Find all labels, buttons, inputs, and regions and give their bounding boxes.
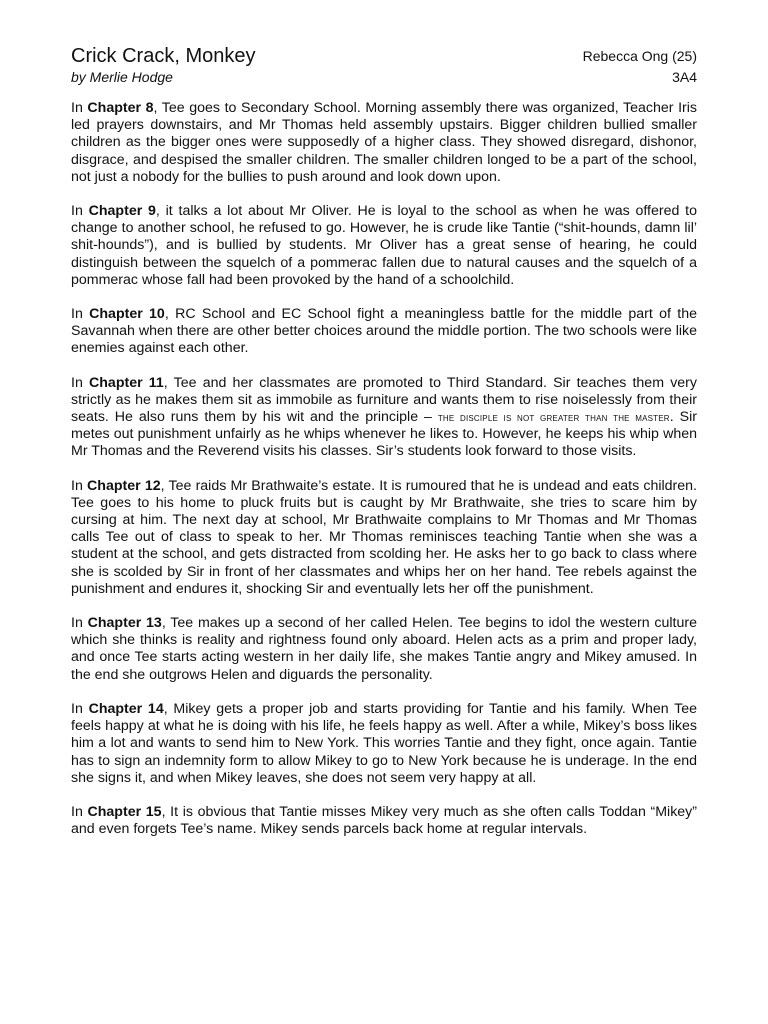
paragraph-chapter-11: In Chapter 11, Tee and her classmates are promoted to Third Standard. Sir teaches them very strictly as he makes them sit as immobile as furniture and wants them to rise noiselessly from their seats. He also runs them by his wit and the principle – the disciple is not greater than the master. Sir metes out punishment unfairly as he whips whenever he likes to. However, he keeps his whip when Mr Thomas and the Reverend visits his classes. Sir’s students look forward to those visits. — [71, 374, 697, 460]
paragraph-chapter-12: In Chapter 12, Tee raids Mr Brathwaite’s estate. It is rumoured that he is undead and eats children. Tee goes to his home to pluck fruits but is caught by Mr Brathwaite, she tries to scare him by cursing at him. The next day at school, Mr Brathwaite complains to Mr Thomas and Mr Thomas calls Tee out of class to speak to her. Mr Thomas reminisces teaching Tantie when she was a student at the school, and gets distracted from scolding her. He asks her to go back to class where she is scolded by Sir in front of her classmates and whips her on her hand. Tee rebels against the punishment and endures it, shocking Sir and eventually lets her off the punishment. — [71, 477, 697, 597]
paragraph-chapter-8: In Chapter 8, Tee goes to Secondary School. Morning assembly there was organized, Teacher Iris led prayers downstairs, and Mr Thomas held assembly upstairs. Bigger children bullied smaller children as the bigger ones were supposedly of a higher class. They showed disregard, dishonor, disgrace, and despised the smaller children. The smaller children longed to be a part of the school, not just a nobody for the bullies to push around and look down upon. — [71, 100, 698, 185]
student-class: 3A4 — [672, 69, 697, 85]
author-byline: by Merlie Hodge — [71, 69, 173, 85]
chapter-heading: Chapter 11 — [89, 374, 164, 391]
document-title: Crick Crack, Monkey — [71, 45, 256, 67]
chapter-heading: Chapter 15 — [87, 803, 162, 820]
chapter-heading: Chapter 12 — [87, 477, 161, 494]
document-body — [71, 100, 697, 855]
chapter-heading: Chapter 14 — [88, 700, 164, 717]
paragraph-chapter-15: In Chapter 15, It is obvious that Tantie misses Mikey very much as she often calls Toddan “Mikey” and even forgets Tee’s name. Mikey sends parcels back home at regular intervals. — [71, 803, 698, 838]
principle-quote: the disciple is not greater than the master — [437, 410, 670, 425]
paragraph-chapter-9: In Chapter 9, it talks a lot about Mr Oliver. He is loyal to the school as when he was offered to change to another school, he refused to go. However, he is crude like Tantie (“shit-hounds, damn lil’ shit-hounds”), and is bullied by students. Mr Oliver has a great sense of hearing, he could distinguish between the squelch of a pommerac fallen due to natural causes and the squelch of a pommerac whose fall had been provoked by the hand of a schoolchild. — [71, 203, 698, 288]
paragraph-chapter-13: In Chapter 13, Tee makes up a second of her called Helen. Tee begins to idol the western culture which she thinks is reality and rightness found only aboard. Helen acts as a prim and proper lady, and once Tee starts acting western in her daily life, she makes Tantie angry and Mikey amused. In the end she outgrows Helen and diguards the personality. — [71, 615, 697, 683]
paragraph-chapter-10: In Chapter 10, RC School and EC School fight a meaningless battle for the middle part of the Savannah when there are other better choices around the middle portion. The two schools were like enemies against each other. — [71, 306, 698, 357]
chapter-heading: Chapter 10 — [89, 306, 165, 323]
student-name: Rebecca Ong (25) — [582, 48, 697, 64]
paragraph-chapter-14: In Chapter 14, Mikey gets a proper job and starts providing for Tantie and his family. When Tee feels happy at what he is doing with his life, he feels happy as well. After a while, Mikey’s boss likes him a lot and wants to send him to New York. This worries Tantie and they fight, once again. Tantie has to sign an indemnity form to allow Mikey to go to New York because he is underage. In the end she signs it, and when Mikey leaves, she does not seem very happy at all. — [71, 700, 698, 786]
chapter-heading: Chapter 13 — [87, 615, 162, 632]
chapter-heading: Chapter 9 — [88, 203, 156, 220]
chapter-heading: Chapter 8 — [87, 100, 154, 116]
